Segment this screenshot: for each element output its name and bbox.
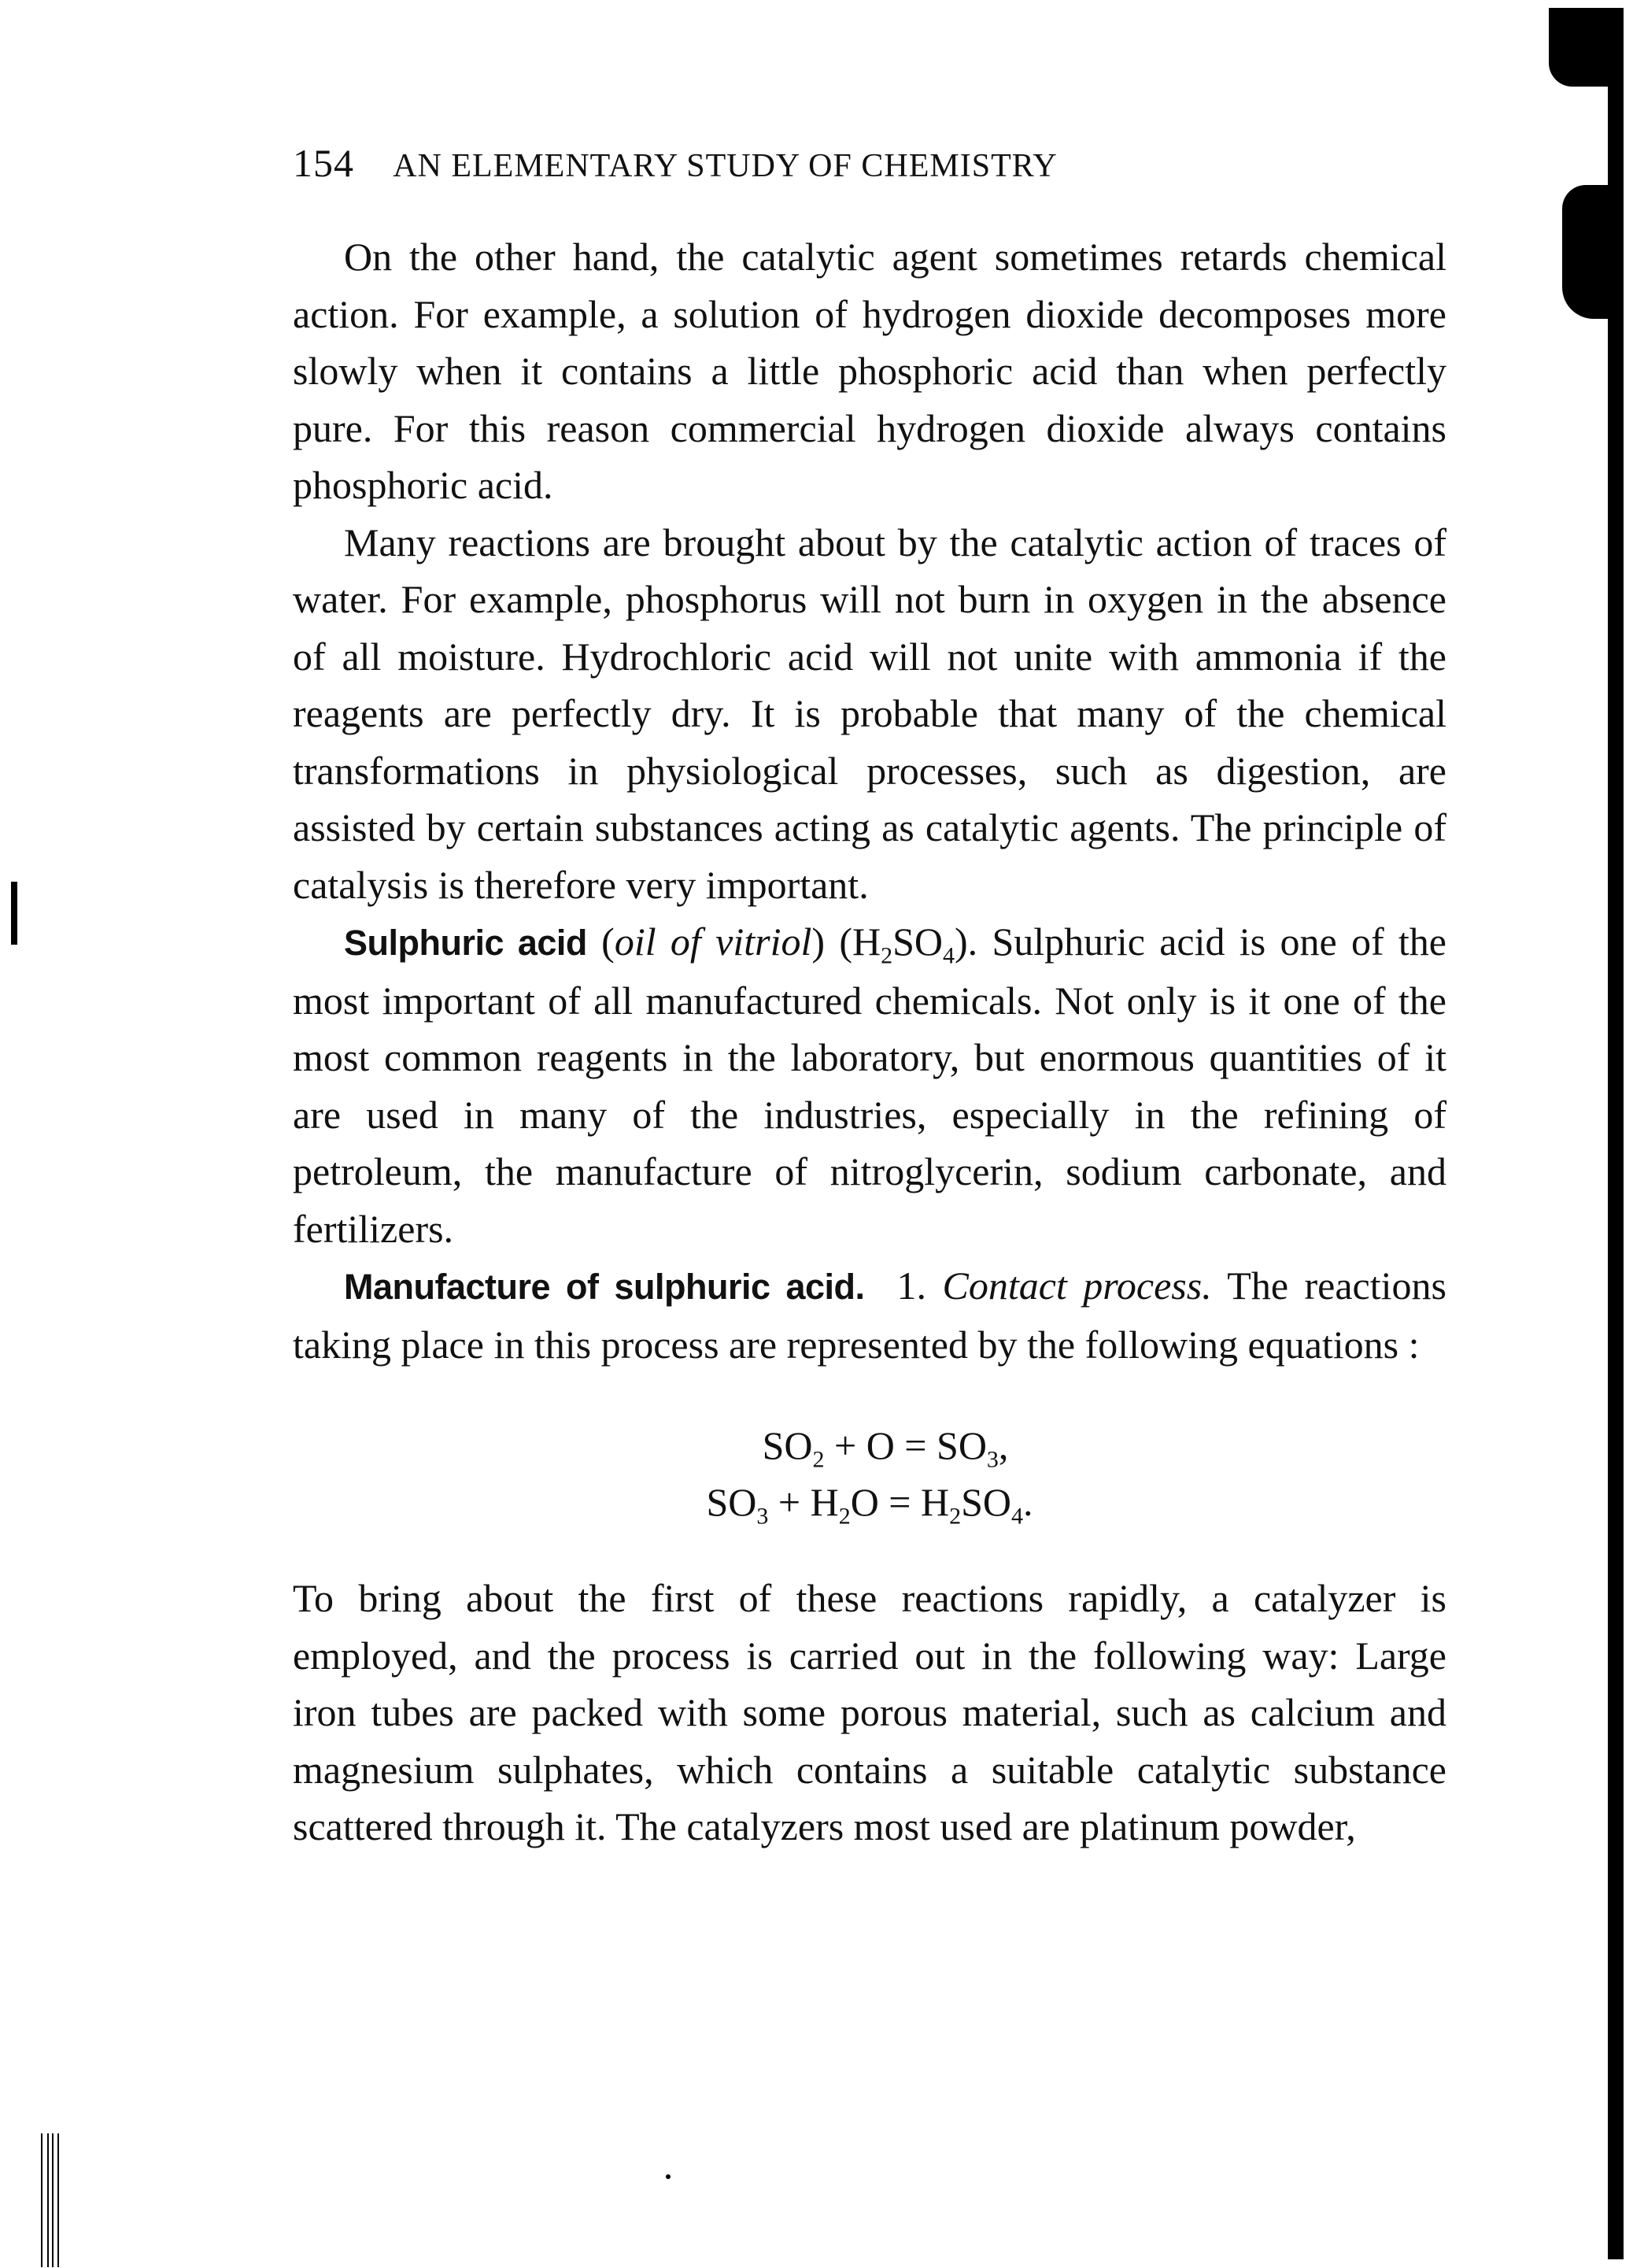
paragraph-catalytic-retard: On the other hand, the catalytic agent sometimes retards chemical action. For example, a solution of hydrogen dioxide decomposes more slowly when it contains a little phosphoric acid than when perfectly pure. For this reason commercial hydrogen dioxide always contains phosphoric acid. bbox=[293, 235, 1446, 507]
running-header bbox=[293, 140, 1332, 186]
page-body bbox=[293, 228, 1446, 1855]
alt-name: oil of vitriol bbox=[614, 919, 812, 964]
section-heading-manufacture: Manufacture of sulphuric acid. bbox=[344, 1267, 865, 1307]
binding-shadow-top bbox=[1549, 8, 1624, 87]
paragraph-traces-of-water: Many reactions are brought about by the catalytic action of traces of water. For example, phosphorus will not burn in oxygen in the absence of all moisture. Hydrochloric acid will not unite with ammonia if the reagents are perfectly dry. It is probable that many of the chemical transformations in physiological processes, such as digestion, are assisted by certain substances acting as catalytic agents. The principle of catalysis is therefore very important. bbox=[293, 520, 1446, 907]
running-title: AN ELEMENTARY STUDY OF CHEMISTRY bbox=[393, 148, 1058, 184]
subheading-contact-process: Contact process. bbox=[942, 1263, 1212, 1308]
equation-1: $SO_2 + O = SO_3$, bbox=[762, 1423, 1009, 1473]
scan-mark-left bbox=[11, 882, 17, 945]
paragraph-catalyzer: To bring about the first of these reactions rapidly, a catalyzer is employed, and the process is carried out in the following way: Large iron tubes are packed with some porous material, such as calcium and magnesium sulphates, which contains a suitable catalytic substance scattered through it. The catalyzers most used are platinum powder, bbox=[293, 1576, 1446, 1848]
equation-2: $SO_3 + H_2O = H_2SO_4$. bbox=[706, 1480, 1033, 1530]
scan-lines-left bbox=[39, 2133, 63, 2267]
binding-shadow-blob bbox=[1562, 185, 1624, 319]
equations-block bbox=[293, 1417, 1446, 1530]
scan-dot bbox=[666, 2174, 671, 2179]
binding-shadow bbox=[1608, 8, 1624, 2259]
paragraph-manufacture: Manufacture of sulphuric acid. 1. Contact process. The reactions taking place in this process are represented by the following equations : bbox=[293, 1263, 1446, 1367]
paragraph-sulphuric-acid: Sulphuric acid (oil of vitriol) $(H_2SO_4)$. Sulphuric acid is one of the most important of all manufactured chemicals. Not only is it one of the most common reagents in the laboratory, but enormous quantities of it are used in many of the industries, especially in the refining of petroleum, the manufacture of nitroglycerin, sodium carbonate, and fertilizers. bbox=[293, 919, 1446, 1251]
formula-h2so4: $(H_2SO_4)$. bbox=[839, 919, 978, 969]
section-heading-sulphuric-acid: Sulphuric acid bbox=[344, 923, 587, 963]
page-number: 154 bbox=[293, 141, 354, 185]
list-number: 1. bbox=[896, 1263, 927, 1308]
